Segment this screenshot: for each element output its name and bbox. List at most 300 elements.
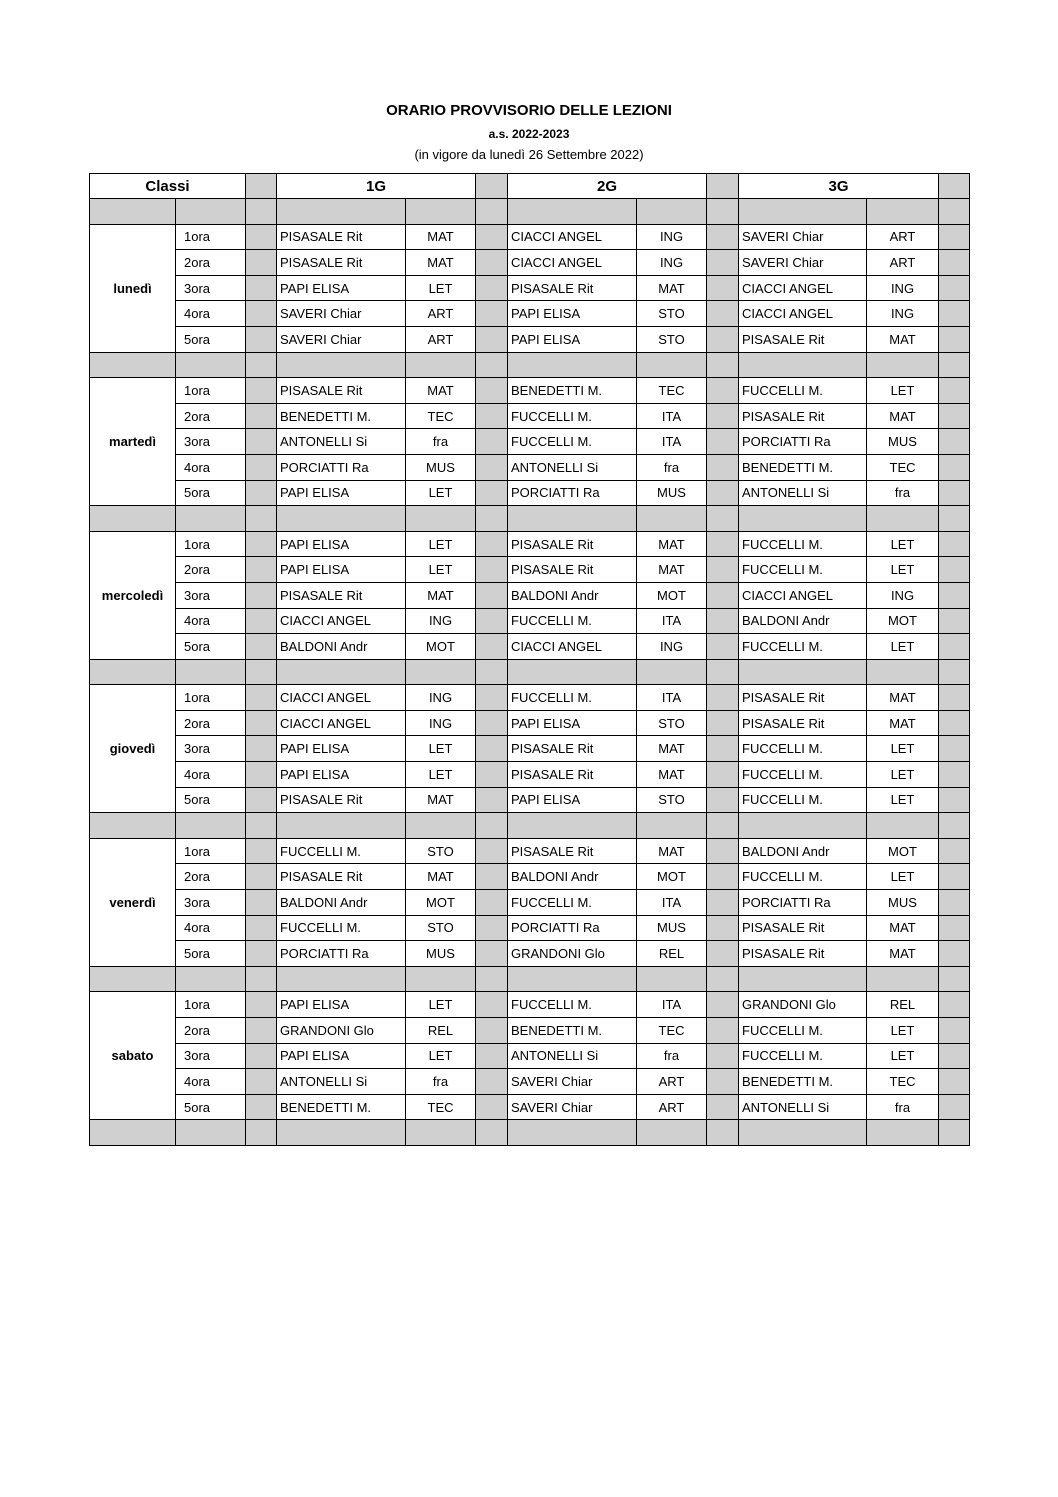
spacer-cell (939, 454, 970, 480)
subject-cell: STO (637, 326, 707, 352)
separator-cell (939, 506, 970, 532)
period-label: 3ora (176, 890, 246, 916)
teacher-cell: PAPI ELISA (277, 480, 406, 506)
teacher-cell: PISASALE Rit (508, 557, 637, 583)
spacer-cell (476, 1018, 508, 1044)
teacher-cell: PISASALE Rit (508, 762, 637, 788)
teacher-cell: PISASALE Rit (508, 838, 637, 864)
spacer-cell (476, 174, 508, 199)
spacer-cell (939, 634, 970, 660)
spacer-cell (246, 634, 277, 660)
spacer-cell (246, 557, 277, 583)
subject-cell: MAT (867, 403, 939, 429)
spacer-cell (246, 1043, 277, 1069)
spacer-cell (939, 1043, 970, 1069)
separator-cell (277, 966, 406, 992)
teacher-cell: FUCCELLI M. (508, 403, 637, 429)
period-label: 2ora (176, 710, 246, 736)
spacer-cell (707, 787, 739, 813)
spacer-cell (476, 301, 508, 327)
validity-note: (in vigore da lunedì 26 Settembre 2022) (414, 147, 644, 162)
period-label: 2ora (176, 250, 246, 276)
day-label: martedì (90, 378, 176, 506)
separator-cell (637, 966, 707, 992)
teacher-cell: FUCCELLI M. (739, 736, 867, 762)
teacher-cell: BALDONI Andr (739, 608, 867, 634)
table-row (90, 224, 970, 250)
spacer-cell (939, 838, 970, 864)
teacher-cell: CIACCI ANGEL (508, 224, 637, 250)
teacher-cell: ANTONELLI Si (739, 480, 867, 506)
subject-cell: MUS (867, 890, 939, 916)
separator-cell (637, 352, 707, 378)
teacher-cell: BENEDETTI M. (508, 378, 637, 404)
subject-cell: ITA (637, 890, 707, 916)
spacer-cell (246, 531, 277, 557)
period-label: 5ora (176, 480, 246, 506)
spacer-cell (707, 634, 739, 660)
separator-cell (939, 966, 970, 992)
separator-cell (508, 813, 637, 839)
period-label: 5ora (176, 326, 246, 352)
spacer-cell (939, 992, 970, 1018)
table-row (90, 1094, 970, 1120)
subject-cell: TEC (867, 454, 939, 480)
separator-cell (867, 352, 939, 378)
spacer-cell (246, 1094, 277, 1120)
spacer-cell (476, 250, 508, 276)
table-row (90, 1043, 970, 1069)
teacher-cell: FUCCELLI M. (508, 429, 637, 455)
subject-cell: LET (406, 1043, 476, 1069)
period-label: 5ora (176, 787, 246, 813)
subject-cell: MAT (406, 864, 476, 890)
teacher-cell: FUCCELLI M. (508, 992, 637, 1018)
spacer-cell (707, 710, 739, 736)
separator-cell (637, 659, 707, 685)
subject-cell: STO (637, 301, 707, 327)
spacer-cell (939, 224, 970, 250)
spacer-cell (476, 454, 508, 480)
separator-cell (246, 1120, 277, 1146)
subject-cell: MAT (867, 685, 939, 711)
teacher-cell: FUCCELLI M. (277, 838, 406, 864)
separator-cell (867, 659, 939, 685)
spacer-cell (707, 762, 739, 788)
separator-cell (476, 1120, 508, 1146)
table-row (90, 480, 970, 506)
separator-cell (476, 966, 508, 992)
period-label: 3ora (176, 1043, 246, 1069)
spacer-cell (246, 838, 277, 864)
separator-cell (176, 506, 246, 532)
separator-row (90, 1120, 970, 1146)
period-label: 4ora (176, 608, 246, 634)
separator-cell (90, 199, 176, 225)
teacher-cell: PORCIATTI Ra (277, 454, 406, 480)
subject-cell: MAT (867, 326, 939, 352)
table-row (90, 787, 970, 813)
spacer-cell (707, 326, 739, 352)
subject-cell: STO (406, 838, 476, 864)
separator-cell (476, 813, 508, 839)
spacer-cell (476, 1043, 508, 1069)
spacer-cell (939, 429, 970, 455)
period-label: 1ora (176, 531, 246, 557)
separator-cell (508, 352, 637, 378)
subject-cell: ITA (637, 685, 707, 711)
spacer-cell (707, 557, 739, 583)
period-label: 4ora (176, 454, 246, 480)
spacer-cell (939, 941, 970, 967)
separator-cell (176, 813, 246, 839)
teacher-cell: BENEDETTI M. (277, 403, 406, 429)
period-label: 1ora (176, 224, 246, 250)
spacer-cell (476, 378, 508, 404)
school-year: a.s. 2022-2023 (488, 127, 570, 141)
subject-cell: fra (637, 454, 707, 480)
table-row (90, 275, 970, 301)
spacer-cell (707, 608, 739, 634)
separator-cell (707, 966, 739, 992)
spacer-cell (246, 480, 277, 506)
separator-cell (867, 199, 939, 225)
separator-cell (406, 1120, 476, 1146)
subject-cell: MAT (406, 787, 476, 813)
spacer-cell (939, 250, 970, 276)
separator-row (90, 352, 970, 378)
spacer-cell (476, 557, 508, 583)
spacer-cell (707, 915, 739, 941)
period-label: 3ora (176, 736, 246, 762)
separator-cell (277, 199, 406, 225)
separator-cell (176, 199, 246, 225)
separator-cell (406, 506, 476, 532)
separator-cell (707, 506, 739, 532)
separator-cell (637, 1120, 707, 1146)
teacher-cell: ANTONELLI Si (508, 454, 637, 480)
teacher-cell: PORCIATTI Ra (739, 429, 867, 455)
separator-cell (176, 352, 246, 378)
teacher-cell: GRANDONI Glo (508, 941, 637, 967)
subject-cell: LET (406, 762, 476, 788)
table-row (90, 531, 970, 557)
spacer-cell (707, 301, 739, 327)
subject-cell: MAT (637, 275, 707, 301)
separator-cell (176, 966, 246, 992)
spacer-cell (707, 736, 739, 762)
subject-cell: LET (867, 1043, 939, 1069)
period-label: 1ora (176, 992, 246, 1018)
separator-cell (406, 813, 476, 839)
schedule-table (89, 173, 970, 1146)
spacer-cell (939, 301, 970, 327)
table-row (90, 557, 970, 583)
subject-cell: ING (637, 224, 707, 250)
teacher-cell: PAPI ELISA (277, 531, 406, 557)
table-row (90, 634, 970, 660)
period-label: 4ora (176, 915, 246, 941)
subject-cell: TEC (867, 1069, 939, 1095)
teacher-cell: PISASALE Rit (277, 224, 406, 250)
spacer-cell (707, 275, 739, 301)
teacher-cell: SAVERI Chiar (508, 1094, 637, 1120)
separator-cell (476, 506, 508, 532)
day-label: lunedì (90, 224, 176, 352)
table-row (90, 992, 970, 1018)
teacher-cell: PAPI ELISA (277, 736, 406, 762)
table-row (90, 890, 970, 916)
separator-cell (90, 1120, 176, 1146)
spacer-cell (246, 864, 277, 890)
teacher-cell: PAPI ELISA (277, 1043, 406, 1069)
subject-cell: LET (406, 531, 476, 557)
teacher-cell: PORCIATTI Ra (739, 890, 867, 916)
period-label: 5ora (176, 634, 246, 660)
separator-cell (406, 199, 476, 225)
subject-cell: STO (406, 915, 476, 941)
table-row (90, 301, 970, 327)
subject-cell: LET (867, 762, 939, 788)
separator-cell (867, 966, 939, 992)
subject-cell: MAT (637, 762, 707, 788)
spacer-cell (476, 890, 508, 916)
teacher-cell: PISASALE Rit (508, 736, 637, 762)
spacer-cell (707, 890, 739, 916)
subject-cell: LET (406, 480, 476, 506)
table-row (90, 429, 970, 455)
subject-cell: ING (867, 301, 939, 327)
spacer-cell (707, 224, 739, 250)
subject-cell: fra (406, 429, 476, 455)
spacer-cell (707, 1094, 739, 1120)
subject-cell: STO (637, 787, 707, 813)
teacher-cell: FUCCELLI M. (508, 685, 637, 711)
table-row (90, 454, 970, 480)
subject-cell: MAT (867, 710, 939, 736)
teacher-cell: BALDONI Andr (508, 864, 637, 890)
spacer-cell (246, 378, 277, 404)
subject-cell: MUS (637, 480, 707, 506)
subject-cell: fra (637, 1043, 707, 1069)
period-label: 4ora (176, 762, 246, 788)
spacer-cell (246, 1018, 277, 1044)
day-label: sabato (90, 992, 176, 1120)
separator-cell (476, 199, 508, 225)
separator-cell (246, 966, 277, 992)
period-label: 4ora (176, 1069, 246, 1095)
teacher-cell: PORCIATTI Ra (508, 480, 637, 506)
separator-cell (508, 506, 637, 532)
period-label: 1ora (176, 685, 246, 711)
table-row (90, 582, 970, 608)
separator-cell (246, 506, 277, 532)
subject-cell: MAT (637, 838, 707, 864)
subject-cell: TEC (637, 1018, 707, 1044)
teacher-cell: FUCCELLI M. (739, 378, 867, 404)
separator-cell (90, 352, 176, 378)
separator-cell (939, 813, 970, 839)
subject-cell: MAT (406, 378, 476, 404)
class-header: 1G (277, 174, 476, 199)
spacer-cell (246, 301, 277, 327)
subject-cell: LET (867, 557, 939, 583)
subject-cell: ART (867, 224, 939, 250)
separator-cell (739, 352, 867, 378)
teacher-cell: CIACCI ANGEL (508, 634, 637, 660)
period-label: 5ora (176, 941, 246, 967)
spacer-cell (476, 710, 508, 736)
table-row (90, 710, 970, 736)
teacher-cell: PISASALE Rit (739, 915, 867, 941)
spacer-cell (707, 941, 739, 967)
spacer-cell (476, 634, 508, 660)
teacher-cell: PISASALE Rit (739, 326, 867, 352)
separator-row (90, 199, 970, 225)
separator-cell (277, 352, 406, 378)
teacher-cell: FUCCELLI M. (739, 634, 867, 660)
spacer-cell (707, 685, 739, 711)
day-label: venerdì (90, 838, 176, 966)
subject-cell: MOT (867, 608, 939, 634)
period-label: 3ora (176, 429, 246, 455)
teacher-cell: FUCCELLI M. (508, 608, 637, 634)
spacer-cell (939, 736, 970, 762)
spacer-cell (707, 480, 739, 506)
teacher-cell: PAPI ELISA (508, 787, 637, 813)
spacer-cell (707, 1043, 739, 1069)
subject-cell: LET (406, 992, 476, 1018)
subject-cell: ART (637, 1069, 707, 1095)
spacer-cell (246, 174, 277, 199)
spacer-cell (707, 429, 739, 455)
subject-cell: MAT (406, 250, 476, 276)
teacher-cell: PORCIATTI Ra (277, 941, 406, 967)
separator-cell (176, 659, 246, 685)
subject-cell: LET (406, 275, 476, 301)
spacer-cell (246, 890, 277, 916)
spacer-cell (476, 429, 508, 455)
separator-cell (90, 966, 176, 992)
spacer-cell (476, 403, 508, 429)
spacer-cell (939, 582, 970, 608)
separator-cell (246, 352, 277, 378)
subject-cell: ART (637, 1094, 707, 1120)
spacer-cell (246, 582, 277, 608)
separator-cell (246, 813, 277, 839)
teacher-cell: ANTONELLI Si (277, 429, 406, 455)
teacher-cell: PAPI ELISA (277, 762, 406, 788)
class-header: 3G (739, 174, 939, 199)
separator-cell (707, 659, 739, 685)
separator-cell (939, 1120, 970, 1146)
teacher-cell: PAPI ELISA (508, 326, 637, 352)
day-label: giovedì (90, 685, 176, 813)
teacher-cell: PAPI ELISA (277, 557, 406, 583)
separator-row (90, 966, 970, 992)
teacher-cell: FUCCELLI M. (739, 762, 867, 788)
subject-cell: ITA (637, 429, 707, 455)
spacer-cell (939, 174, 970, 199)
teacher-cell: PISASALE Rit (277, 250, 406, 276)
subject-cell: fra (867, 480, 939, 506)
spacer-cell (939, 608, 970, 634)
separator-cell (707, 813, 739, 839)
spacer-cell (707, 378, 739, 404)
subject-cell: MAT (406, 224, 476, 250)
spacer-cell (476, 864, 508, 890)
subject-cell: ING (406, 710, 476, 736)
spacer-cell (476, 275, 508, 301)
table-row (90, 915, 970, 941)
teacher-cell: FUCCELLI M. (739, 787, 867, 813)
spacer-cell (939, 1094, 970, 1120)
separator-cell (637, 813, 707, 839)
separator-cell (277, 813, 406, 839)
spacer-cell (476, 582, 508, 608)
spacer-cell (476, 1094, 508, 1120)
teacher-cell: CIACCI ANGEL (739, 582, 867, 608)
separator-cell (867, 813, 939, 839)
table-row (90, 608, 970, 634)
period-label: 3ora (176, 582, 246, 608)
spacer-cell (939, 378, 970, 404)
separator-cell (739, 813, 867, 839)
table-row (90, 1018, 970, 1044)
separator-cell (476, 352, 508, 378)
spacer-cell (707, 582, 739, 608)
classes-label: Classi (90, 174, 246, 199)
period-label: 1ora (176, 838, 246, 864)
subject-cell: MOT (406, 634, 476, 660)
separator-cell (867, 506, 939, 532)
spacer-cell (939, 275, 970, 301)
separator-cell (90, 659, 176, 685)
separator-cell (939, 199, 970, 225)
teacher-cell: BENEDETTI M. (739, 1069, 867, 1095)
spacer-cell (707, 1069, 739, 1095)
spacer-cell (246, 992, 277, 1018)
teacher-cell: ANTONELLI Si (277, 1069, 406, 1095)
table-row (90, 864, 970, 890)
teacher-cell: ANTONELLI Si (508, 1043, 637, 1069)
teacher-cell: PISASALE Rit (277, 378, 406, 404)
separator-cell (246, 199, 277, 225)
period-label: 2ora (176, 557, 246, 583)
subject-cell: TEC (406, 403, 476, 429)
teacher-cell: BALDONI Andr (277, 634, 406, 660)
subject-cell: ING (867, 582, 939, 608)
teacher-cell: GRANDONI Glo (277, 1018, 406, 1044)
teacher-cell: SAVERI Chiar (277, 301, 406, 327)
spacer-cell (476, 608, 508, 634)
page-title: ORARIO PROVVISORIO DELLE LEZIONI (386, 102, 672, 119)
separator-cell (277, 1120, 406, 1146)
spacer-cell (939, 787, 970, 813)
teacher-cell: BENEDETTI M. (739, 454, 867, 480)
spacer-cell (476, 992, 508, 1018)
teacher-cell: PISASALE Rit (739, 403, 867, 429)
subject-cell: ART (406, 301, 476, 327)
spacer-cell (707, 403, 739, 429)
teacher-cell: SAVERI Chiar (508, 1069, 637, 1095)
subject-cell: MAT (637, 531, 707, 557)
subject-cell: STO (637, 710, 707, 736)
spacer-cell (246, 275, 277, 301)
teacher-cell: CIACCI ANGEL (508, 250, 637, 276)
subject-cell: LET (867, 736, 939, 762)
teacher-cell: PAPI ELISA (277, 275, 406, 301)
